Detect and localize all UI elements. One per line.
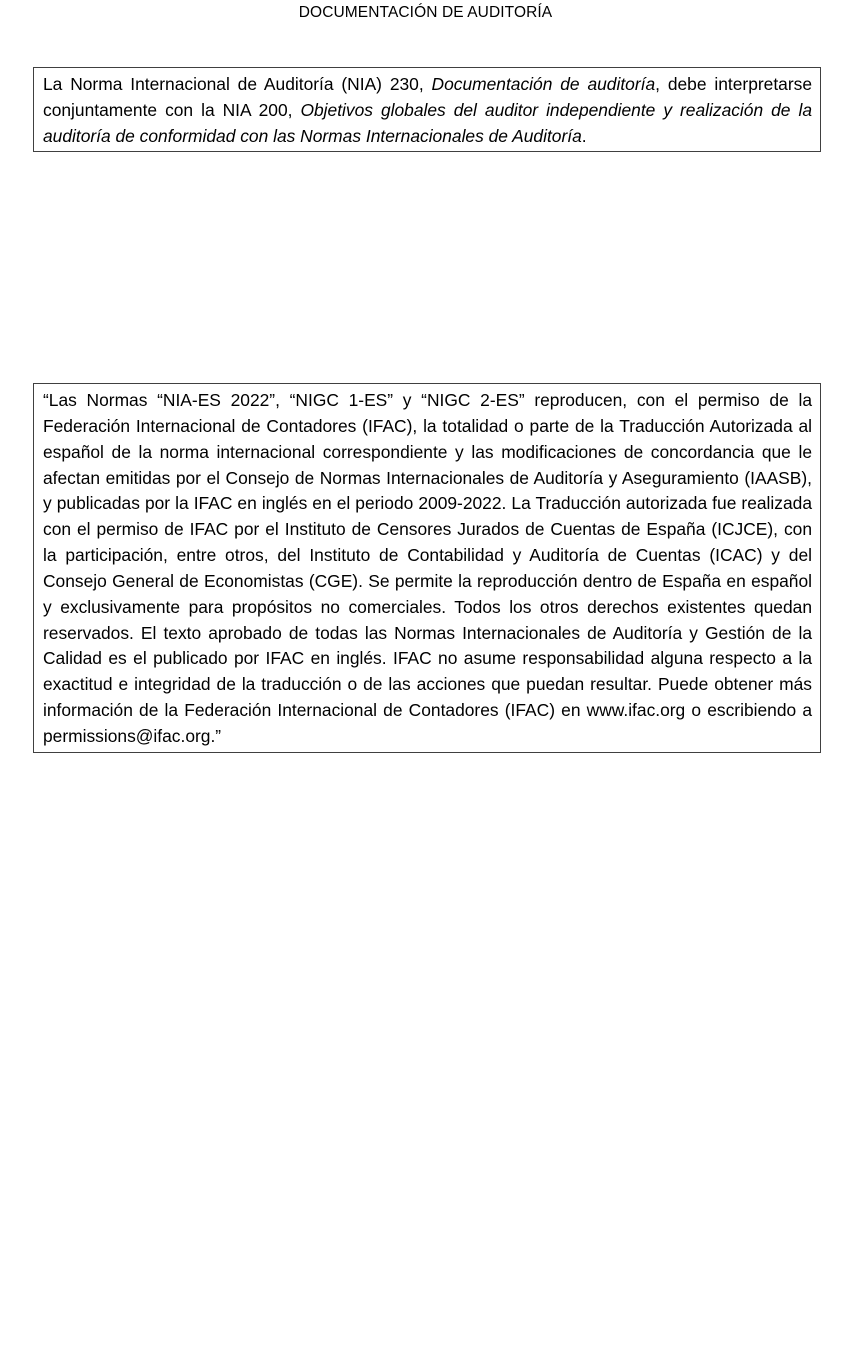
intro-notice-box — [33, 67, 821, 152]
intro-text-part-1: La Norma Internacional de Auditoría (NIA) 230, — [43, 74, 432, 94]
page-title: DOCUMENTACIÓN DE AUDITORÍA — [298, 4, 553, 21]
copyright-notice-text: “Las Normas “NIA-ES 2022”, “NIGC 1-ES” y “NIGC 2-ES” reproducen, con el permiso de la Federación Internacional de Contadores (IFAC), la totalidad o parte de la Traducción Autorizada al español de la norma internacional correspondiente y las modificaciones de concordancia que le afectan emitidas por el Consejo de Normas Internacionales de Auditoría y Aseguramiento (IAASB), y publicadas por la IFAC en inglés en el periodo 2009-2022. La Traducción autorizada fue realizada con el permiso de IFAC por el Instituto de Censores Jurados de Cuentas de España (ICJCE), con la participación, entre otros, del Instituto de Contabilidad y Auditoría de Cuentas (ICAC) y del Consejo General de Economistas (CGE). Se permite la reproducción dentro de España en español y exclusivamente para propósitos no comerciales. Todos los otros derechos existentes quedan reservados. El texto aprobado de todas las Normas Internacionales de Auditoría y Gestión de la Calidad es el publicado por IFAC en inglés. IFAC no asume responsabilidad alguna respecto a la exactitud e integridad de la traducción o de las acciones que puedan resultar. Puede obtener más información de la Federación Internacional de Contadores (IFAC) en www.ifac.org o escribiendo a permissions@ifac.org.” — [43, 390, 812, 746]
intro-notice-text — [43, 72, 812, 149]
intro-title-nia-230: Documentación de auditoría — [431, 74, 656, 94]
copyright-notice-box — [33, 383, 821, 753]
intro-text-part-3: . — [581, 125, 587, 146]
intro-title-nia-200: Objetivos globales del auditor independiente y realización de la auditoría de conformidad con las Normas Internacionales de Auditoría — [43, 99, 812, 146]
intro-text-part-2: , debe interpretarse conjuntamente con la NIA 200, — [43, 74, 812, 120]
